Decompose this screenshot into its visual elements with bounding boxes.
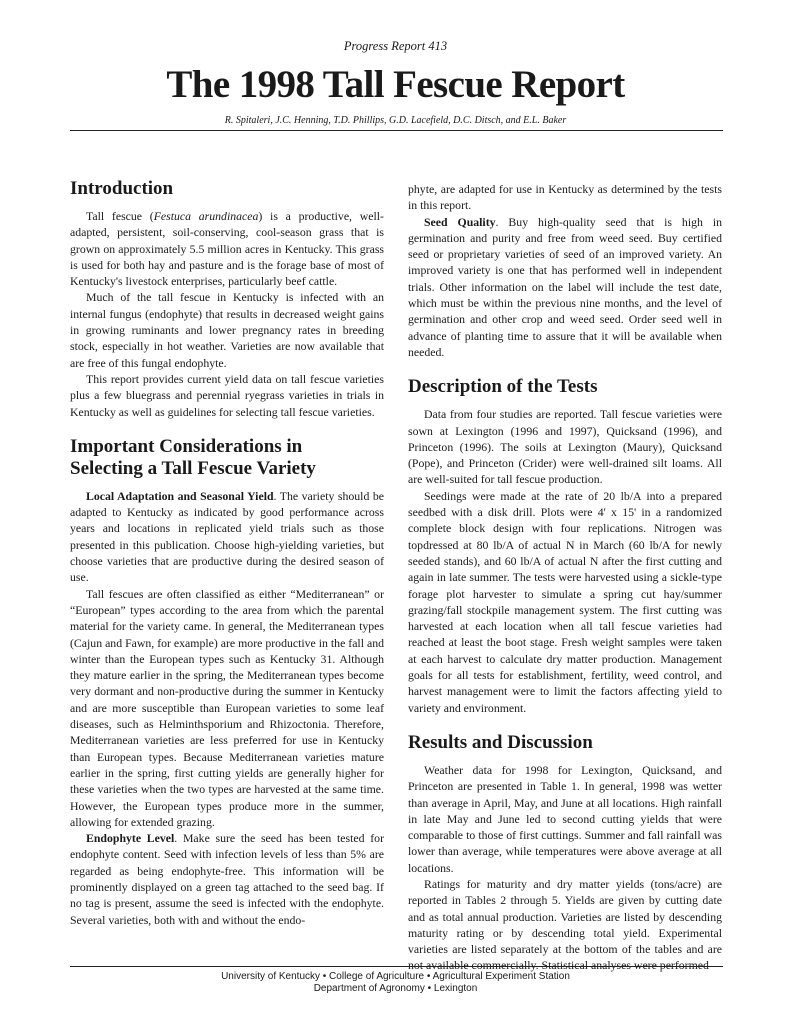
- endophyte-paragraph: [70, 830, 384, 928]
- endophyte-label: Endophyte Level: [86, 831, 175, 846]
- considerations-heading-line-1: Important Considerations in: [70, 435, 303, 457]
- considerations-heading: [70, 436, 384, 480]
- footer-department: Department of Agronomy • Lexington: [313, 983, 478, 994]
- results-heading: Results and Discussion: [408, 731, 593, 753]
- intro-p1-text-b: ) is a productive, well-adapted, persistent, soil-conserving, cool-season grass that is grown on approximately 5.5 million acres in Kentucky. This grass is used for both hay and pasture and is the forage base of most of Kentucky's livestock enterprises, particularly beef cattle.: [70, 209, 384, 289]
- seed-quality-text: . Buy high-quality seed that is high in germination and purity and free from weed seed. Buy certified seed or proprietary varieties of seed of an improved variety. An improved variety is one that has performed well in independent trials. Other information on the label will include the test date, which must be within the previous nine months, and the level of germination and other crop and weed seed. Order seed well in advance of planting time to assure that it will be available when needed.: [408, 214, 723, 359]
- endophyte-continued: phyte, are adapted for use in Kentucky as determined by the tests in this report.: [408, 182, 722, 213]
- intro-paragraph-1: [70, 208, 384, 289]
- endophyte-text: . Make sure the seed has been tested for endophyte content. Seed with infection levels of less than 5% are regarded as being endophyte-free. This information will be prominently displayed on a green tag attached to the seed bag. If no tag is present, assume the seed is infected with the endophyte. Several varieties, both with and without the endo-: [70, 831, 384, 927]
- tests-paragraph-1: Data from four studies are reported. Tall fescue varieties were sown at Lexington (1996 and 1997), Quicksand (1996), and Princeton (1996). The soils at Lexington (Maury), Quicksand (Pope), and Princeton (Crider) were well-drained silt loams. All are well-suited for tall fescue production.: [408, 407, 722, 487]
- adaptation-label: Local Adaptation and Seasonal Yield: [86, 488, 274, 503]
- adaptation-paragraph: [70, 488, 384, 586]
- seed-quality-paragraph: [408, 214, 722, 361]
- results-paragraph-2: Ratings for maturity and dry matter yields (tons/acre) are reported in Tables 2 through 5. Yields are given by cutting date and as total annual production. Varieties are listed by descending maturity rating or by descending total yield. Experimental varieties are listed separately at the bottom of the tables and are not available commercially. Statistical analyses were performed: [408, 876, 722, 973]
- right-column: [408, 181, 722, 974]
- tests-paragraph-2: Seedings were made at the rate of 20 lb/A into a prepared seedbed with a disk drill. Plots were 4' x 15' in a randomized complete block design with four replications. Nitrogen was topdressed at 80 lb/A of actual N in March (60 lb/A for newly seeded stands), and 60 lb/A of actual N after the first cutting and again in late summer. The tests were harvested using a sickle-type forage plot harvester to simulate a spring cut hay/summer grazing/fall stockpile management system. The first cutting was harvested at each location when all tall fescue varieties had reached at least the boot stage. Fresh weight samples were taken at each harvest to calculate dry matter production. Management goals for all tests for establishment, fertility, weed control, and harvest management were to limit the factors affecting yield to variety and environment.: [408, 488, 722, 715]
- types-paragraph: Tall fescues are often classified as either “Mediterranean” or “European” types according to the area from which the parental material for the variety came. In general, the Mediterranean types (Cajun and Fawn, for example) are more productive in the fall and winter than the European types such as Kentucky 31. Although they mature earlier in the spring, the Mediterranean types become very dormant and non-productive during the summer in Kentucky and are more susceptible than European varieties to some leaf diseases, such as Helminthsporium and Rhizoctonia. Therefore, Mediterranean varieties are less preferred for use in Kentucky than European types. Because Mediterranean varieties mature earlier in the spring, first cutting yields are generally higher for these varieties when the two types are harvested at the same time. However, the European types produce more in the summer, allowing for extended grazing.: [70, 586, 384, 829]
- author-list: R. Spitaleri, J.C. Henning, T.D. Phillips, G.D. Lacefield, D.C. Ditsch, and E.L. Baker: [224, 115, 567, 126]
- footer-divider: [70, 966, 723, 967]
- footer-institution: University of Kentucky • College of Agriculture • Agricultural Experiment Station: [221, 971, 570, 982]
- left-column: [70, 178, 384, 928]
- species-name: Festuca arundinacea: [153, 209, 259, 223]
- footer: [0, 971, 791, 995]
- page-title: The 1998 Tall Fescue Report: [166, 63, 625, 106]
- intro-paragraph-2: Much of the tall fescue in Kentucky is infected with an internal fungus (endophyte) that results in decreased weight gains in growing ruminants and lower pregnancy rates in breeding stock, especially in hot weather. Varieties are now available that are free of this fungal endophyte.: [70, 290, 384, 370]
- header-divider: [70, 130, 723, 131]
- seed-quality-label: Seed Quality: [424, 214, 496, 229]
- intro-paragraph-3: This report provides current yield data on tall fescue varieties plus a few bluegrass and perennial ryegrass varieties in trials in Kentucky as well as guidelines for selecting tall fescue varieties.: [70, 371, 384, 419]
- report-series: Progress Report 413: [343, 39, 448, 53]
- adaptation-text: . The variety should be adapted to Kentucky as indicated by good performance across years and locations in replicated yield trials such as those presented in this publication. Choose high-yielding varieties, but choose varieties that are productive during the desired season of use.: [70, 488, 384, 585]
- results-paragraph-1: Weather data for 1998 for Lexington, Quicksand, and Princeton are presented in Table 1. In general, 1998 was wetter than average in April, May, and June at all locations. High rainfall in late May and June led to second cutting yields that were comparable to those of first cuttings. Summer and fall rainfall was lower than average, while temperatures were above average at all locations.: [408, 762, 722, 875]
- intro-p1-text-a: Tall fescue (: [86, 209, 154, 223]
- considerations-heading-line-2: Selecting a Tall Fescue Variety: [70, 457, 316, 479]
- tests-heading: Description of the Tests: [408, 376, 598, 398]
- introduction-heading: Introduction: [70, 178, 174, 199]
